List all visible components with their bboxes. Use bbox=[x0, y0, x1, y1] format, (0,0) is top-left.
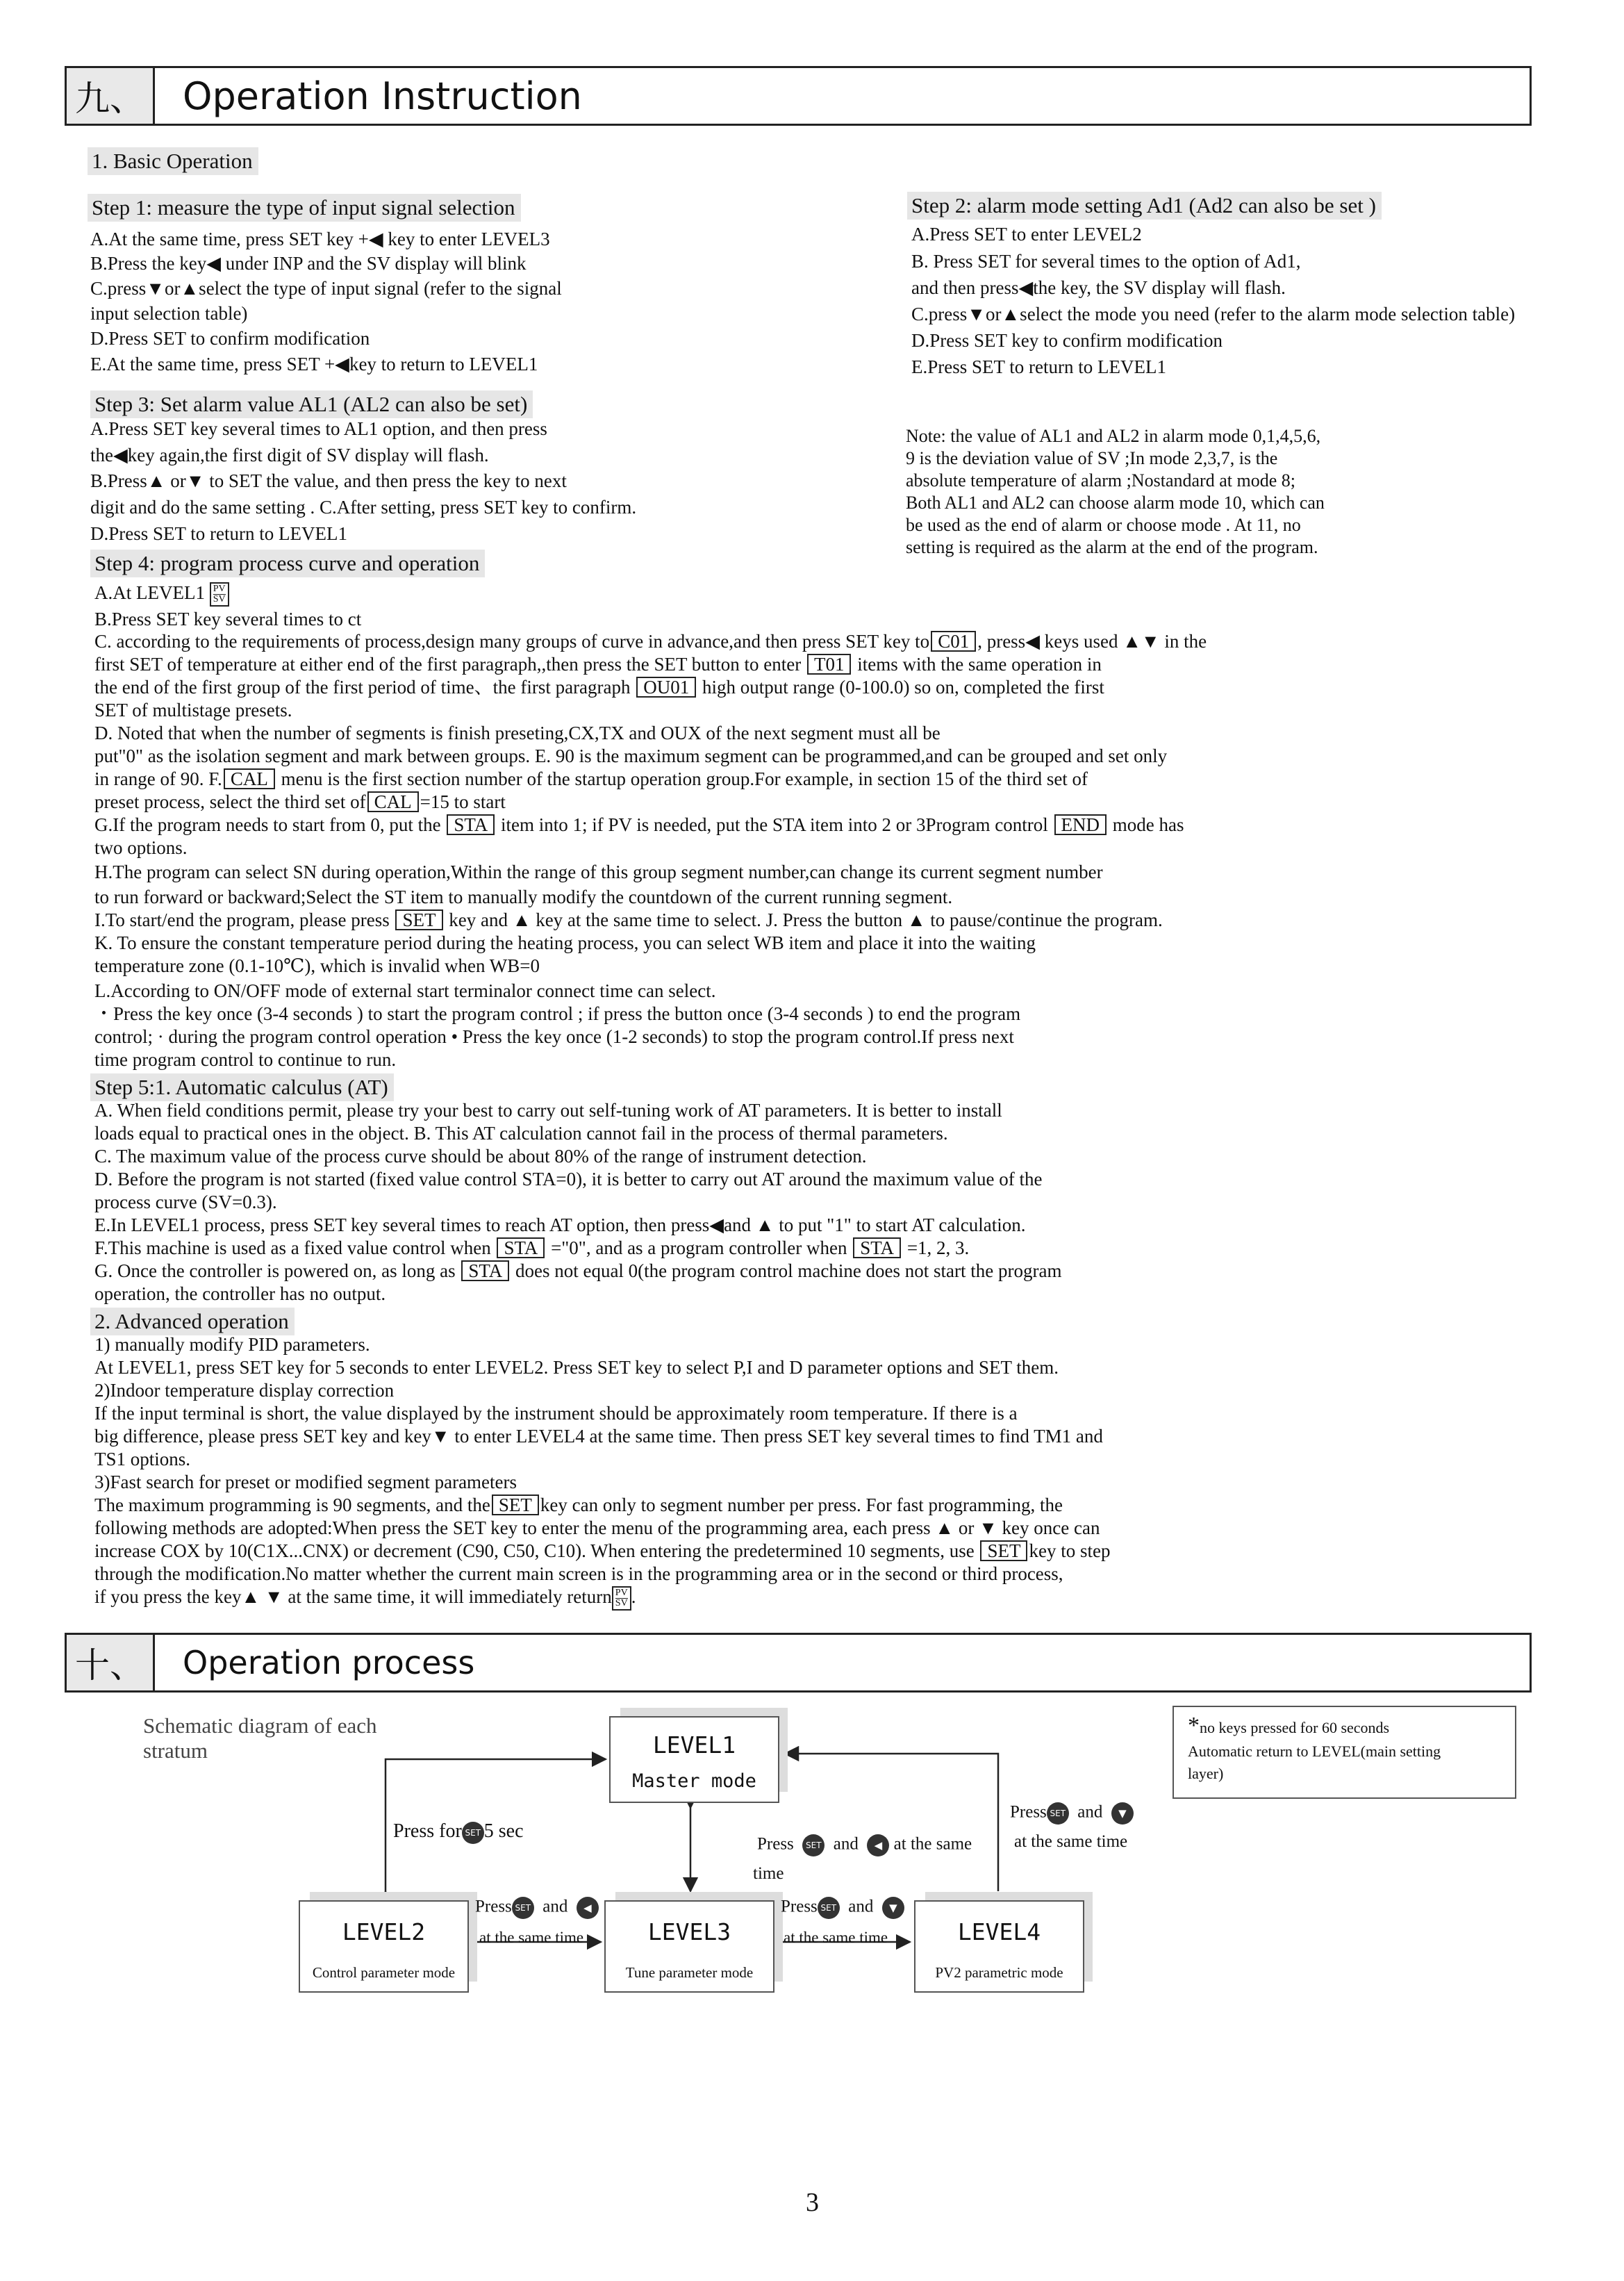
text: Press bbox=[757, 1834, 794, 1854]
adv-l4: If the input terminal is short, the value displayed by the instrument should be approximately room temperature. If there is a bbox=[94, 1403, 1018, 1424]
sv-label: SV bbox=[615, 1598, 628, 1609]
step1-heading: Step 1: measure the type of input signal selection bbox=[88, 194, 521, 222]
level-sub: Tune parameter mode bbox=[625, 1964, 754, 1981]
text: Press bbox=[1010, 1802, 1047, 1822]
step4-l1: L.According to ON/OFF mode of external start terminalor connect time can select. bbox=[94, 980, 716, 1001]
note-line-2: 9 is the deviation value of SV ;In mode 2,3,7, is the bbox=[906, 448, 1278, 468]
step4-b: B.Press SET key several times to ct bbox=[94, 609, 362, 629]
key-set-box: SET bbox=[492, 1494, 539, 1515]
step4-k1: K. To ensure the constant temperature period during the heating process, you can select WB item and place it into the waiting bbox=[94, 932, 1036, 953]
text: , press◀ keys used ▲▼ in the bbox=[977, 631, 1207, 652]
text: I.To start/end the program, please press bbox=[94, 909, 390, 930]
page-number: 3 bbox=[806, 2188, 819, 2217]
step4-h2: to run forward or backward;Select the ST item to manually modify the countdown of the current running segment. bbox=[94, 887, 953, 907]
diagram-caption-2: stratum bbox=[143, 1738, 208, 1763]
step4-g2: two options. bbox=[94, 837, 188, 858]
key-cal-box: CAL bbox=[224, 768, 275, 789]
note-line-4: Both AL1 and AL2 can choose alarm mode 10, which can bbox=[906, 493, 1325, 513]
note-line-1: Note: the value of AL1 and AL2 in alarm mode 0,1,4,5,6, bbox=[906, 426, 1321, 446]
text: Press bbox=[781, 1897, 818, 1916]
key-sta-box: STA bbox=[447, 814, 495, 835]
step1-d: D.Press SET to confirm modification bbox=[90, 328, 370, 349]
text: preset process, select the third set of bbox=[94, 791, 366, 812]
step2-c: C.press▼or▲select the mode you need (refer to the alarm mode selection table) bbox=[911, 304, 1516, 324]
basic-operation-heading: 1. Basic Operation bbox=[88, 147, 258, 175]
level1-box bbox=[609, 1716, 779, 1803]
key-ou01-box: OU01 bbox=[636, 677, 696, 698]
arrow-level4-level1 bbox=[785, 1754, 998, 1891]
down-arrow-key-icon: ▼ bbox=[882, 1897, 904, 1919]
note-line-6: setting is required as the alarm at the end of the program. bbox=[906, 537, 1318, 557]
step5-heading: Step 5:1. Automatic calculus (AT) bbox=[90, 1073, 394, 1101]
step2-heading: Step 2: alarm mode setting Ad1 (Ad2 can also be set ) bbox=[907, 192, 1382, 220]
pv-label: PV bbox=[213, 584, 226, 595]
step4-h1: H.The program can select SN during operation,Within the range of this group segment number,can change its current segment number bbox=[94, 862, 1103, 882]
adv-l7: 3)Fast search for preset or modified segment parameters bbox=[94, 1472, 517, 1492]
text: if you press the key▲ ▼ at the same time, it will immediately return bbox=[94, 1586, 612, 1607]
level-name: LEVEL4 bbox=[957, 1918, 1041, 1945]
text: menu is the first section number of the startup operation group.For example, in section 15 of the third set of bbox=[281, 768, 1088, 789]
note-line-3: absolute temperature of alarm ;Nostandard at mode 8; bbox=[906, 470, 1295, 491]
step5-a2: loads equal to practical ones in the object. B. This AT calculation cannot fail in the process of thermal parameters. bbox=[94, 1123, 948, 1144]
adv-l2: At LEVEL1, press SET key for 5 seconds to enter LEVEL2. Press SET key to select P,I and D parameter options and SET them. bbox=[94, 1357, 1059, 1378]
label-at-same-time: at the same time bbox=[1014, 1832, 1128, 1851]
note-line: Automatic return to LEVEL(main setting bbox=[1188, 1743, 1441, 1760]
left-arrow-key-icon: ◀ bbox=[867, 1834, 889, 1856]
adv-l5: big difference, please press SET key and key▼ to enter LEVEL4 at the same time. Then press SET key several times to find TM1 and bbox=[94, 1426, 1103, 1447]
step4-a-text: A.At LEVEL1 bbox=[94, 582, 205, 603]
section-title: Operation Instruction bbox=[183, 74, 582, 118]
key-sta-box: STA bbox=[461, 1260, 509, 1281]
step3-a2: the◀key again,the first digit of SV display will flash. bbox=[90, 445, 489, 466]
key-t01-box: T01 bbox=[807, 654, 852, 675]
step4-heading: Step 4: program process curve and operation bbox=[90, 550, 485, 577]
text: at the same bbox=[893, 1834, 972, 1854]
key-c01-box: C01 bbox=[931, 631, 976, 652]
step2-a: A.Press SET to enter LEVEL2 bbox=[911, 224, 1142, 245]
text: mode has bbox=[1112, 814, 1184, 835]
step5-e: E.In LEVEL1 process, press SET key several times to reach AT option, then press◀and ▲ to put "1" to start AT calculation. bbox=[94, 1214, 1026, 1235]
step5-g2: operation, the controller has no output. bbox=[94, 1283, 386, 1304]
step1-a: A.At the same time, press SET key +◀ key to enter LEVEL3 bbox=[90, 229, 550, 249]
text: and bbox=[833, 1834, 859, 1854]
level3-box bbox=[604, 1900, 774, 1993]
text: key and ▲ key at the same time to select. J. Press the button ▲ to pause/continue the program. bbox=[449, 909, 1163, 930]
step1-c2: input selection table) bbox=[90, 303, 248, 324]
step3-b: B.Press▲ or▼ to SET the value, and then press the key to next bbox=[90, 470, 567, 491]
note-line-5: be used as the end of alarm or choose mode . At 11, no bbox=[906, 515, 1301, 535]
adv-l1: 1) manually modify PID parameters. bbox=[94, 1334, 370, 1355]
step5-c: C. The maximum value of the process curve should be about 80% of the range of instrument detection. bbox=[94, 1146, 867, 1167]
set-key-icon: SET bbox=[1047, 1802, 1069, 1825]
label-level1-level3 bbox=[757, 1834, 972, 1856]
key-sta-box: STA bbox=[497, 1237, 545, 1258]
text: =1, 2, 3. bbox=[906, 1237, 970, 1258]
note-line: no keys pressed for 60 seconds bbox=[1200, 1719, 1390, 1736]
step3-b2: digit and do the same setting . C.After setting, press SET key to confirm. bbox=[90, 497, 637, 518]
key-sta-box: STA bbox=[853, 1237, 901, 1258]
level-name: LEVEL2 bbox=[342, 1918, 426, 1945]
adv-l9: following methods are adopted:When press the SET key to enter the menu of the programming area, each press ▲ or ▼ key once can bbox=[94, 1517, 1100, 1538]
level-sub: Master mode bbox=[632, 1770, 756, 1792]
text: and bbox=[542, 1897, 568, 1916]
text: Press bbox=[475, 1897, 512, 1916]
text: items with the same operation in bbox=[857, 654, 1102, 675]
section-number: 九、 bbox=[67, 68, 155, 124]
text: in range of 90. F. bbox=[94, 768, 222, 789]
step4-d2: put"0" as the isolation segment and mark between groups. E. 90 is the maximum segment can be programmed,and can be grouped and set only bbox=[94, 746, 1168, 766]
step2-e: E.Press SET to return to LEVEL1 bbox=[911, 356, 1166, 377]
key-end-box: END bbox=[1054, 814, 1107, 835]
text: and bbox=[1077, 1802, 1103, 1822]
set-key-icon: SET bbox=[818, 1897, 840, 1919]
text: high output range (0-100.0) so on, completed the first bbox=[702, 677, 1104, 698]
text: F.This machine is used as a fixed value control when bbox=[94, 1237, 491, 1258]
text: G. Once the controller is powered on, as long as bbox=[94, 1260, 456, 1281]
label-at-same-time: at the same time bbox=[479, 1929, 584, 1946]
diagram-caption-1: Schematic diagram of each bbox=[143, 1713, 377, 1738]
adv-l6: TS1 options. bbox=[94, 1449, 191, 1469]
text: =15 to start bbox=[420, 791, 506, 812]
text: and bbox=[848, 1897, 874, 1916]
label-at-same-time: at the same time bbox=[784, 1929, 888, 1946]
text: C. according to the requirements of process,design many groups of curve in advance,and then press SET key to bbox=[94, 631, 930, 652]
step4-c4: SET of multistage presets. bbox=[94, 700, 292, 720]
text: item into 1; if PV is needed, put the STA item into 2 or 3Program control bbox=[500, 814, 1048, 835]
pv-label: PV bbox=[615, 1588, 628, 1599]
key-set-box: SET bbox=[395, 909, 442, 930]
text: Press for bbox=[393, 1820, 462, 1842]
set-key-icon: SET bbox=[802, 1834, 825, 1856]
step5-d2: process curve (SV=0.3). bbox=[94, 1192, 277, 1212]
set-key-icon: SET bbox=[512, 1897, 534, 1919]
step4-l3: control; · during the program control operation • Press the key once (1-2 seconds) to stop the program control.If press next bbox=[94, 1026, 1014, 1047]
step3-a: A.Press SET key several times to AL1 option, and then press bbox=[90, 418, 547, 439]
note-star: * bbox=[1188, 1713, 1200, 1738]
text: ="0", and as a program controller when bbox=[551, 1237, 847, 1258]
advanced-heading: 2. Advanced operation bbox=[90, 1308, 295, 1335]
label-level4-level1 bbox=[1010, 1802, 1134, 1825]
text: 5 sec bbox=[483, 1820, 524, 1842]
step1-b: B.Press the key◀ under INP and the SV display will blink bbox=[90, 253, 527, 274]
level4-box bbox=[914, 1900, 1084, 1993]
step4-d1: D. Noted that when the number of segments is finish preseting,CX,TX and OUX of the next segment must all be bbox=[94, 723, 941, 743]
step3-heading: Step 3: Set alarm value AL1 (AL2 can also be set) bbox=[90, 390, 533, 418]
level2-box bbox=[299, 1900, 469, 1993]
down-arrow-key-icon: ▼ bbox=[1111, 1802, 1134, 1825]
set-key-icon: SET bbox=[462, 1822, 484, 1844]
step5-a1: A. When field conditions permit, please try your best to carry out self-tuning work of AT parameters. It is better to install bbox=[94, 1100, 1002, 1121]
text: does not equal 0(the program control machine does not start the program bbox=[515, 1260, 1062, 1281]
level-sub: PV2 parametric mode bbox=[935, 1964, 1063, 1981]
sv-label: SV bbox=[213, 594, 226, 605]
text: key can only to segment number per press. For fast programming, the bbox=[540, 1494, 1063, 1515]
text: first SET of temperature at either end of the first paragraph,,then press the SET button to enter bbox=[94, 654, 802, 675]
section-number: 十、 bbox=[67, 1635, 155, 1690]
text: key to step bbox=[1029, 1540, 1111, 1561]
step4-l4: time program control to continue to run. bbox=[94, 1049, 397, 1070]
label-level2-level3 bbox=[475, 1897, 599, 1919]
step2-b2: and then press◀the key, the SV display will flash. bbox=[911, 277, 1286, 298]
level-name: LEVEL3 bbox=[647, 1918, 731, 1945]
step4-l2: ・Press the key once (3-4 seconds ) to start the program control ; if press the button once (3-4 seconds ) to end the program bbox=[94, 1003, 1021, 1024]
step3-d: D.Press SET to return to LEVEL1 bbox=[90, 523, 347, 544]
key-cal-box: CAL bbox=[367, 791, 419, 812]
section-title: Operation process bbox=[183, 1644, 475, 1681]
level-name: LEVEL1 bbox=[652, 1731, 736, 1759]
step2-b: B. Press SET for several times to the option of Ad1, bbox=[911, 251, 1301, 272]
label-level3-level4 bbox=[781, 1897, 904, 1919]
note-line: layer) bbox=[1188, 1765, 1224, 1782]
text: G.If the program needs to start from 0, put the bbox=[94, 814, 441, 835]
level-sub: Control parameter mode bbox=[312, 1964, 456, 1981]
key-set-box: SET bbox=[980, 1540, 1027, 1561]
label-press-for-5sec bbox=[393, 1820, 524, 1844]
step1-e: E.At the same time, press SET +◀key to return to LEVEL1 bbox=[90, 354, 538, 374]
step1-c: C.press▼or▲select the type of input signal (refer to the signal bbox=[90, 278, 562, 299]
adv-l3: 2)Indoor temperature display correction bbox=[94, 1380, 395, 1401]
adv-l12: if you press the key▲ ▼ at the same time, it will immediately return $\frac{PV}{SV}$ . bbox=[94, 1586, 636, 1611]
text: increase COX by 10(C1X...CNX) or decrement (C90, C50, C10). When entering the predetermined 10 segments, use bbox=[94, 1540, 975, 1561]
step5-d1: D. Before the program is not started (fixed value control STA=0), it is better to carry out AT around the maximum value of the bbox=[94, 1169, 1043, 1189]
step2-d: D.Press SET key to confirm modification bbox=[911, 330, 1223, 351]
left-arrow-key-icon: ◀ bbox=[577, 1897, 599, 1919]
label-time: time bbox=[753, 1864, 784, 1883]
adv-l11: through the modification.No matter whether the current main screen is in the programming area or in the second or third process, bbox=[94, 1563, 1063, 1584]
text: The maximum programming is 90 segments, and the bbox=[94, 1494, 490, 1515]
step4-k2: temperature zone (0.1-10℃), which is invalid when WB=0 bbox=[94, 955, 540, 976]
text: the end of the first group of the first period of time、the first paragraph bbox=[94, 677, 631, 698]
